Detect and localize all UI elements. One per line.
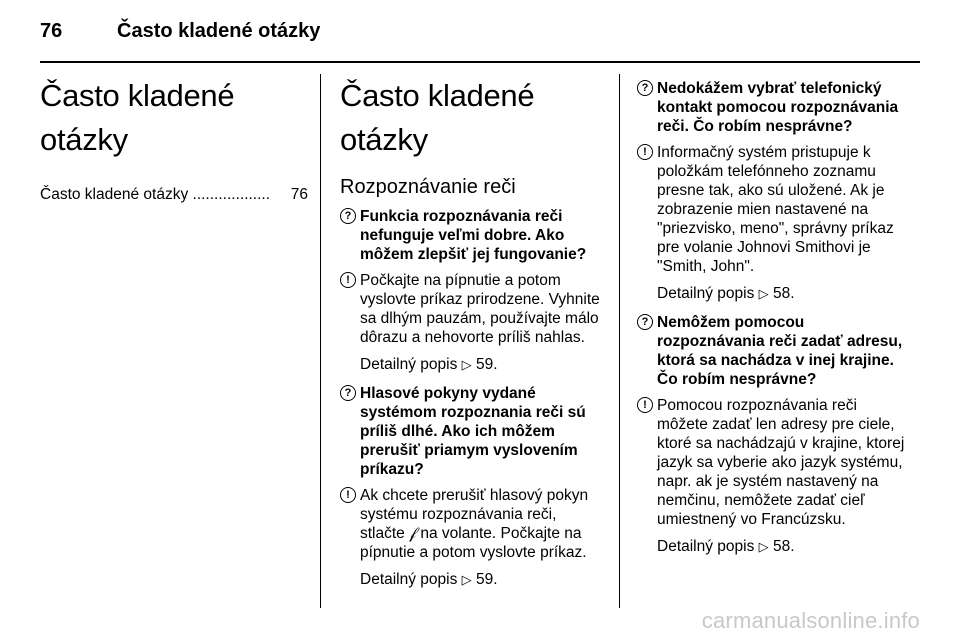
toc-entry-page: 76 (290, 186, 308, 203)
answer-text: Počkajte na pípnutie a potom vyslovte príkaz prirodzene. Vyhnite sa dlhým pauzám, používajte málo dôrazu a nehovorte príliš nahlas. (360, 272, 600, 346)
content-column-1 (340, 68, 605, 589)
toc-entry-label: Často kladené otázky (40, 186, 189, 203)
answer-item (340, 271, 605, 347)
toc-entry-leader: .................. (192, 186, 271, 203)
ref-label: Detailný popis (657, 538, 755, 555)
watermark: carmanualsonline.info (701, 608, 920, 633)
cross-reference[interactable] (340, 570, 605, 589)
answer-item (637, 396, 912, 529)
answer-item (340, 486, 605, 562)
section-title: Často kladené otázky (340, 78, 535, 157)
question-circle-icon: ? (637, 80, 653, 96)
ref-page: 58. (772, 285, 795, 302)
cross-reference[interactable] (637, 537, 912, 556)
toc-title: Často kladené otázky (40, 78, 235, 157)
question-item (637, 79, 912, 136)
question-text: Funkcia rozpoznávania reči nefunguje veľmi dobre. Ako môžem zlepšiť jej fungovanie? (360, 208, 587, 263)
question-text: Hlasové pokyny vydané systémom rozpoznania reči sú príliš dlhé. Ako ich môžem prerušiť priamym vyslovením príkazu? (360, 385, 586, 478)
page-header (40, 10, 920, 50)
question-circle-icon: ? (340, 208, 356, 224)
exclamation-circle-icon: ! (340, 487, 356, 503)
answer-text: Ak chcete prerušiť hlasový pokyn systému rozpoznávania reči, stlačte 𝒻 na volante. Počkajte na pípnutie a potom vyslovte príkaz. (360, 487, 589, 561)
toc-column (40, 68, 308, 204)
question-item (340, 384, 605, 479)
answer-text: Informačný systém pristupuje k položkám telefónneho zoznamu presne tak, ako sú uložené. Ak je zobrazenie mien nastavené na "priezvisko, meno", správny príkaz pre volanie Johnovi Smithovi je "Smith, John". (657, 144, 894, 275)
running-title: Často kladené otázky (117, 20, 321, 42)
ref-label: Detailný popis (657, 285, 755, 302)
header-divider (40, 61, 920, 63)
question-text: Nemôžem pomocou rozpoznávania reči zadať adresu, ktorá sa nachádza v inej krajine. Čo robím nesprávne? (657, 314, 903, 388)
question-item (340, 207, 605, 264)
question-item (637, 313, 912, 389)
toc-entry[interactable] (40, 186, 308, 204)
section-subtitle: Rozpoznávanie reči (340, 176, 516, 198)
exclamation-circle-icon: ! (340, 272, 356, 288)
question-circle-icon: ? (637, 314, 653, 330)
cross-reference-arrow-icon: ▷ (461, 572, 472, 587)
answer-text: Pomocou rozpoznávania reči môžete zadať len adresy pre ciele, ktoré sa nachádzajú v krajine, ktorej jazyk sa vyberie ako jazyk systému, napr. ak je systém nastavený na nemčinu, nemôžete zadať cieľ umiestnený vo Francúzsku. (657, 397, 905, 528)
cross-reference[interactable] (637, 284, 912, 303)
ref-page: 59. (475, 571, 498, 588)
cross-reference-arrow-icon: ▷ (461, 357, 472, 372)
exclamation-circle-icon: ! (637, 397, 653, 413)
page-number: 76 (40, 20, 63, 42)
cross-reference[interactable] (340, 355, 605, 374)
ref-label: Detailný popis (360, 356, 458, 373)
content-column-2 (637, 79, 912, 556)
voice-control-icon: 𝒻 (409, 525, 417, 542)
question-circle-icon: ? (340, 385, 356, 401)
column-divider-1 (320, 74, 321, 608)
question-text: Nedokážem vybrať telefonický kontakt pomocou rozpoznávania reči. Čo robím nesprávne? (657, 80, 899, 135)
answer-item (637, 143, 912, 276)
ref-page: 59. (475, 356, 498, 373)
column-divider-2 (619, 74, 620, 608)
cross-reference-arrow-icon: ▷ (758, 286, 769, 301)
exclamation-circle-icon: ! (637, 144, 653, 160)
ref-page: 58. (772, 538, 795, 555)
cross-reference-arrow-icon: ▷ (758, 539, 769, 554)
ref-label: Detailný popis (360, 571, 458, 588)
